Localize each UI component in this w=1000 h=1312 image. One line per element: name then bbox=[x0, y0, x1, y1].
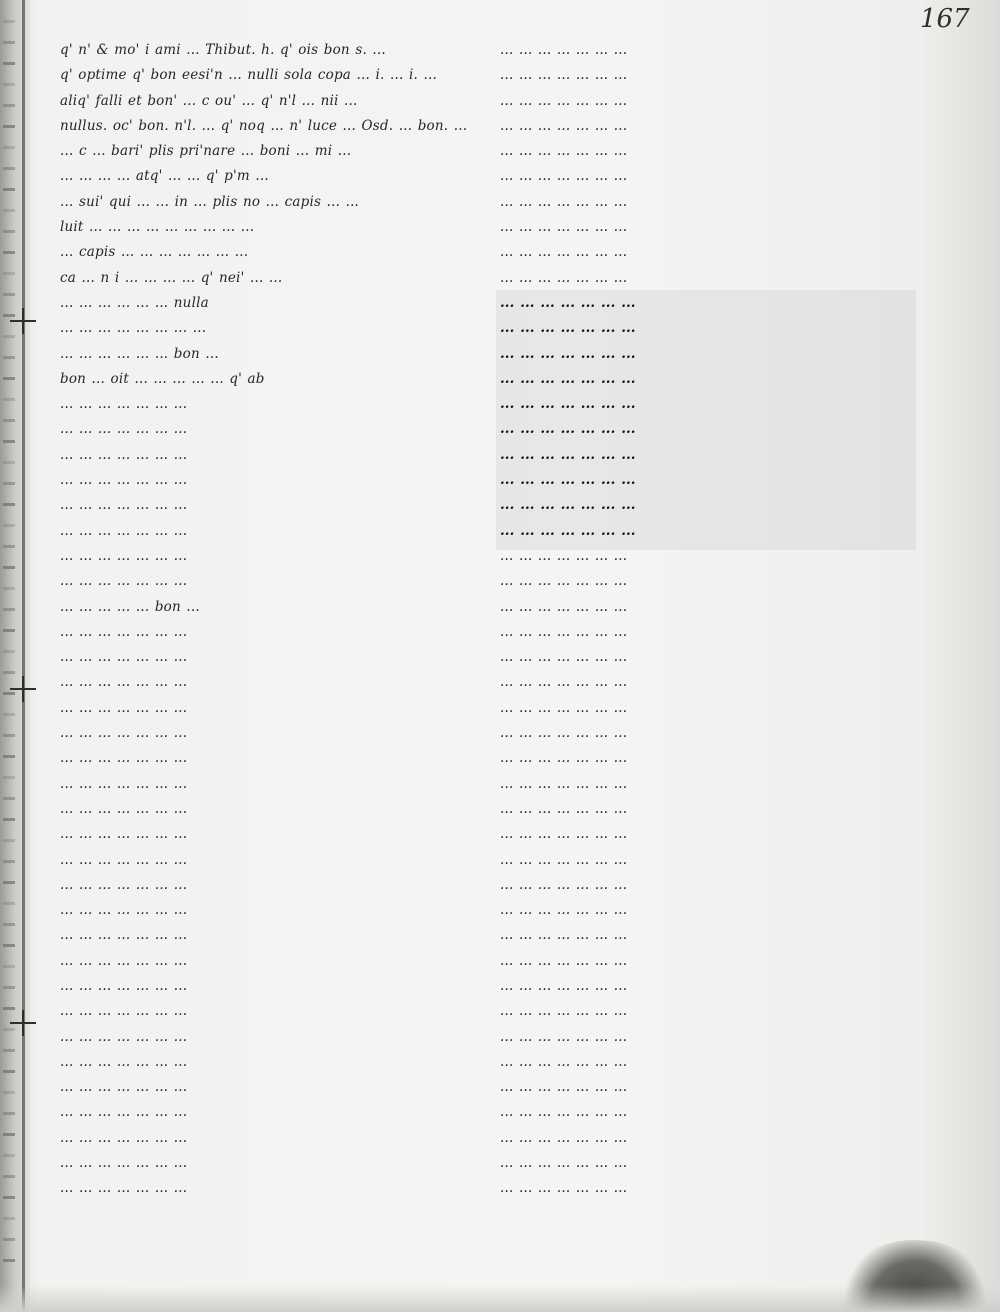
manuscript-line: ... ... ... ... ... ... ... bbox=[500, 244, 628, 261]
manuscript-line: ... ... ... ... ... ... ... bbox=[500, 1028, 628, 1045]
page-edge-ruler bbox=[968, 40, 980, 1140]
manuscript-line: ... ... ... ... ... ... ... bbox=[500, 193, 628, 210]
manuscript-line: q' n' & mo' i ami ... Thibut. h. q' ois bon s. ... bbox=[60, 42, 386, 58]
manuscript-line: ... ... ... ... ... ... ... bbox=[500, 143, 628, 160]
manuscript-line: ... ... ... ... ... ... ... bbox=[500, 396, 636, 413]
manuscript-line: ... ... ... ... ... bon ... bbox=[60, 598, 200, 615]
bottom-edge-shadow bbox=[0, 1285, 1000, 1312]
manuscript-line: ... ... ... ... ... ... ... bbox=[500, 623, 628, 640]
manuscript-line: ... ... ... ... ... ... ... bbox=[500, 725, 628, 742]
manuscript-line: ... ... ... ... ... ... ... ... bbox=[60, 320, 207, 337]
page-fold-line bbox=[22, 0, 25, 1312]
manuscript-line: ... ... ... ... ... ... ... bbox=[500, 1003, 628, 1020]
manuscript-line: ... ... ... ... ... ... ... bbox=[60, 472, 188, 489]
margin-cross-mark bbox=[10, 676, 36, 702]
manuscript-line: ... ... ... ... ... ... ... bbox=[60, 573, 188, 590]
manuscript-line: ... ... ... ... ... ... ... bbox=[500, 67, 628, 84]
folio-number: 167 bbox=[920, 4, 970, 34]
manuscript-line: ... ... ... ... ... ... ... bbox=[60, 927, 188, 944]
manuscript-line: ... ... ... ... ... ... ... bbox=[500, 1129, 628, 1146]
manuscript-line: ... ... ... ... ... ... ... bbox=[500, 446, 636, 463]
manuscript-line: ... ... ... ... ... ... ... bbox=[60, 851, 188, 868]
manuscript-line: ... ... ... ... ... ... ... bbox=[60, 649, 188, 666]
manuscript-line: ... capis ... ... ... ... ... ... ... bbox=[60, 244, 249, 261]
manuscript-line: ... ... ... ... ... ... ... bbox=[500, 547, 628, 564]
manuscript-line: ... ... ... ... ... ... ... bbox=[60, 952, 188, 969]
manuscript-line: ... ... ... ... ... ... ... bbox=[60, 1104, 188, 1121]
manuscript-line: ... sui' qui ... ... in ... plis no ... capis ... ... bbox=[60, 193, 360, 210]
manuscript-line: ... ... ... ... ... ... ... bbox=[60, 522, 188, 539]
manuscript-line: ... ... ... ... ... ... ... bbox=[500, 320, 636, 337]
manuscript-line: ... ... ... ... ... ... ... bbox=[60, 1003, 188, 1020]
binding-stitch-marks bbox=[0, 0, 22, 1312]
manuscript-line: ... ... ... ... ... ... ... bbox=[60, 446, 188, 463]
manuscript-line: ... ... ... ... ... ... ... bbox=[500, 522, 636, 539]
manuscript-line: ... ... ... ... ... ... ... bbox=[60, 674, 188, 691]
manuscript-line: ... ... ... ... ... ... ... bbox=[500, 117, 628, 134]
manuscript-line: ... ... ... ... ... ... ... bbox=[60, 1155, 188, 1172]
manuscript-line: ... ... ... ... ... ... ... bbox=[500, 826, 628, 843]
manuscript-line: ... ... ... ... ... ... ... bbox=[60, 977, 188, 994]
manuscript-line: ... c ... bari' plis pri'nare ... boni ... mi ... bbox=[60, 143, 352, 160]
manuscript-line: ... ... ... ... ... ... ... bbox=[60, 750, 188, 767]
manuscript-line: ... ... ... ... ... ... ... bbox=[500, 598, 628, 615]
manuscript-line: ... ... ... ... ... ... bon ... bbox=[60, 345, 219, 362]
manuscript-line: ... ... ... ... ... ... ... bbox=[500, 649, 628, 666]
manuscript-line: ... ... ... ... ... ... ... bbox=[500, 573, 628, 590]
manuscript-line: ... ... ... ... ... ... ... bbox=[500, 269, 628, 286]
manuscript-line: ... ... ... ... ... ... ... bbox=[60, 800, 188, 817]
text-column-right bbox=[500, 38, 920, 1208]
manuscript-line: ... ... ... ... ... ... ... bbox=[60, 421, 188, 438]
manuscript-line: nullus. oc' bon. n'l. ... q' noq ... n' luce ... Osd. ... bon. ... bbox=[60, 117, 468, 134]
manuscript-line: ... ... ... ... ... ... ... bbox=[60, 1180, 188, 1197]
text-column-left bbox=[60, 38, 492, 1208]
manuscript-line: ... ... ... ... ... ... ... bbox=[60, 826, 188, 843]
manuscript-line: ... ... ... ... ... ... ... bbox=[60, 1028, 188, 1045]
manuscript-line: ... ... ... ... ... ... ... bbox=[500, 1079, 628, 1096]
manuscript-line: ... ... ... ... ... ... ... bbox=[60, 547, 188, 564]
manuscript-line: ... ... ... ... ... ... ... bbox=[60, 725, 188, 742]
manuscript-line: ... ... ... ... ... ... ... bbox=[60, 775, 188, 792]
manuscript-line: ... ... ... ... ... ... nulla bbox=[60, 294, 209, 311]
manuscript-line: ... ... ... ... ... ... ... bbox=[500, 345, 636, 362]
manuscript-line: q' optime q' bon eesi'n ... nulli sola copa ... i. ... i. ... bbox=[60, 67, 437, 84]
manuscript-line: ... ... ... ... ... ... ... bbox=[60, 1129, 188, 1146]
manuscript-line: ... ... ... ... ... ... ... bbox=[60, 497, 188, 514]
manuscript-line: aliq' falli et bon' ... c ou' ... q' n'l ... nii ... bbox=[60, 92, 358, 109]
manuscript-line: ... ... ... ... ... ... ... bbox=[500, 750, 628, 767]
manuscript-line: ... ... ... ... ... ... ... bbox=[500, 927, 628, 944]
manuscript-line: ... ... ... ... ... ... ... bbox=[500, 294, 636, 311]
manuscript-line: ... ... ... ... atq' ... ... q' p'm ... bbox=[60, 168, 269, 185]
manuscript-line: ... ... ... ... ... ... ... bbox=[500, 42, 628, 58]
manuscript-line: ... ... ... ... ... ... ... bbox=[500, 1180, 628, 1197]
margin-cross-mark bbox=[10, 308, 36, 334]
manuscript-line: ... ... ... ... ... ... ... bbox=[60, 1079, 188, 1096]
manuscript-line: ... ... ... ... ... ... ... bbox=[500, 497, 636, 514]
margin-cross-mark bbox=[10, 1010, 36, 1036]
manuscript-line: ... ... ... ... ... ... ... bbox=[500, 168, 628, 185]
manuscript-line: ... ... ... ... ... ... ... bbox=[60, 699, 188, 716]
manuscript-line: bon ... oit ... ... ... ... ... q' ab bbox=[60, 370, 265, 387]
manuscript-line: ... ... ... ... ... ... ... bbox=[500, 800, 628, 817]
manuscript-line: ... ... ... ... ... ... ... bbox=[500, 92, 628, 109]
manuscript-line: ... ... ... ... ... ... ... bbox=[500, 952, 628, 969]
manuscript-line: ... ... ... ... ... ... ... bbox=[500, 1053, 628, 1070]
manuscript-line: ... ... ... ... ... ... ... bbox=[500, 472, 636, 489]
manuscript-line: ... ... ... ... ... ... ... bbox=[500, 1155, 628, 1172]
manuscript-line: ... ... ... ... ... ... ... bbox=[60, 902, 188, 919]
manuscript-line: ... ... ... ... ... ... ... bbox=[500, 674, 628, 691]
manuscript-line: luit ... ... ... ... ... ... ... ... ... bbox=[60, 219, 255, 236]
manuscript-line: ... ... ... ... ... ... ... bbox=[60, 1053, 188, 1070]
manuscript-line: ... ... ... ... ... ... ... bbox=[500, 699, 628, 716]
manuscript-line: ... ... ... ... ... ... ... bbox=[500, 851, 628, 868]
manuscript-line: ... ... ... ... ... ... ... bbox=[60, 876, 188, 893]
manuscript-line: ... ... ... ... ... ... ... bbox=[500, 219, 628, 236]
manuscript-line: ... ... ... ... ... ... ... bbox=[500, 977, 628, 994]
manuscript-line: ... ... ... ... ... ... ... bbox=[500, 902, 628, 919]
manuscript-line: ca ... n i ... ... ... ... q' nei' ... ... bbox=[60, 269, 283, 286]
manuscript-line: ... ... ... ... ... ... ... bbox=[60, 396, 188, 413]
manuscript-line: ... ... ... ... ... ... ... bbox=[500, 775, 628, 792]
manuscript-line: ... ... ... ... ... ... ... bbox=[500, 1104, 628, 1121]
manuscript-line: ... ... ... ... ... ... ... bbox=[500, 876, 628, 893]
manuscript-line: ... ... ... ... ... ... ... bbox=[500, 370, 636, 387]
manuscript-line: ... ... ... ... ... ... ... bbox=[500, 421, 636, 438]
manuscript-line: ... ... ... ... ... ... ... bbox=[60, 623, 188, 640]
